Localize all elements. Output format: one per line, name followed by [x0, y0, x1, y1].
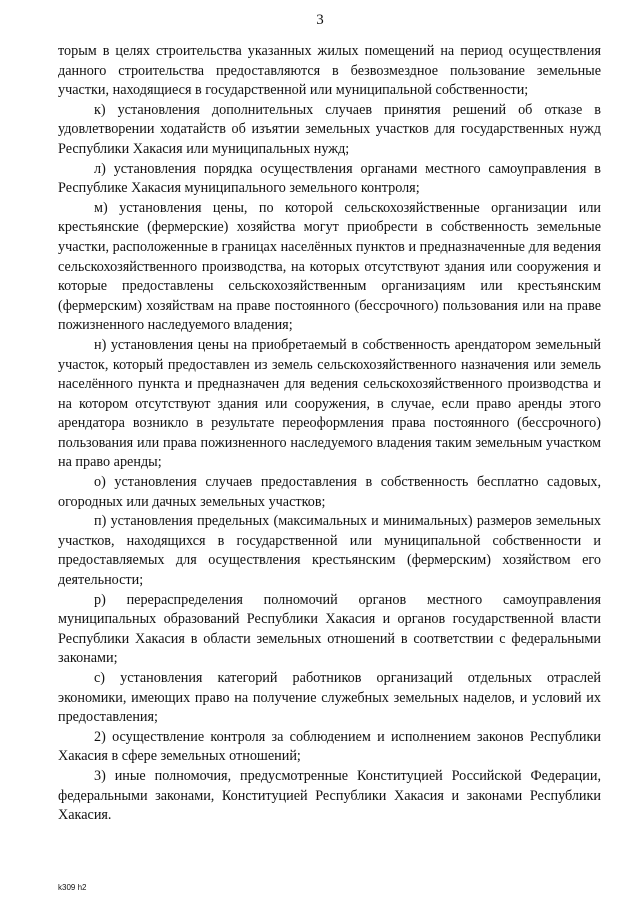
paragraph-item-2: 2) осуществление контроля за соблюдением и исполнением законов Республики Хакасия в сфере земельных отношений;: [58, 728, 601, 765]
paragraph-item-r: р) перераспределения полномочий органов местного самоуправления муниципальных образований Республики Хакасия и органов государственной власти Республики Хакасия в области земельных отношений в соответствии с федеральными законами;: [58, 591, 601, 667]
paragraph-item-o: о) установления случаев предоставления в собственность бесплатно садовых, огородных или дачных земельных участков;: [58, 474, 601, 510]
paragraph-item-k: к) установления дополнительных случаев принятия решений об отказе в удовлетворении ходатайств об изъятии земельных участков для государственных нужд Республики Хакасия или муниципальных нужд;: [58, 101, 601, 157]
paragraph-item-m: м) установления цены, по которой сельскохозяйственные организации или крестьянские (фермерские) хозяйства могут приобрести в собственность земельные участки, расположенные в границах населённых пунктов и предназначенные для ведения сельскохозяйственного производства, на которых отсутствуют здания или сооружения и которые предоставлены сельскохозяйственным организациям или крестьянским (фермерским) хозяйствам на праве постоянного (бессрочного) пользования или на праве пожизненного наследуемого владения;: [58, 199, 601, 334]
paragraph-item-p: п) установления предельных (максимальных и минимальных) размеров земельных участков, находящихся в государственной или муниципальной собственности и предоставляемых для осуществления крестьянским (фермерским) хозяйством его деятельности;: [58, 513, 601, 589]
paragraph-item-3: 3) иные полномочия, предусмотренные Конституцией Российской Федерации, федеральными законами, Конституцией Республики Хакасия и законами Республики Хакасия.: [58, 767, 601, 824]
document-code: k309 h2: [58, 883, 87, 892]
paragraph-continuation: торым в целях строительства указанных жилых помещений на период осуществления данного строительства предоставляются в безвозмездное пользование земельные участки, находящиеся в государственной или муниципальной собственности;: [58, 43, 601, 99]
document-body: [58, 42, 601, 826]
paragraph-item-s: с) установления категорий работников организаций отдельных отраслей экономики, имеющих право на получение служебных земельных наделов, и условий их предоставления;: [58, 670, 601, 726]
page-number: 3: [316, 12, 324, 28]
paragraph-item-l: л) установления порядка осуществления органами местного самоуправления в Республике Хакасия муниципального земельного контроля;: [58, 160, 601, 197]
paragraph-item-n: н) установления цены на приобретаемый в собственность арендатором земельный участок, который предоставлен из земель сельскохозяйственного назначения или земель населённого пункта и предназначен для ведения сельскохозяйственного производства и на котором отсутствуют здания или сооружения, в случае, если право аренды этого арендатора возникло в результате переоформления права постоянного (бессрочного) пользования или права пожизненного наследуемого владения таким земельным участком на право аренды;: [58, 336, 601, 471]
